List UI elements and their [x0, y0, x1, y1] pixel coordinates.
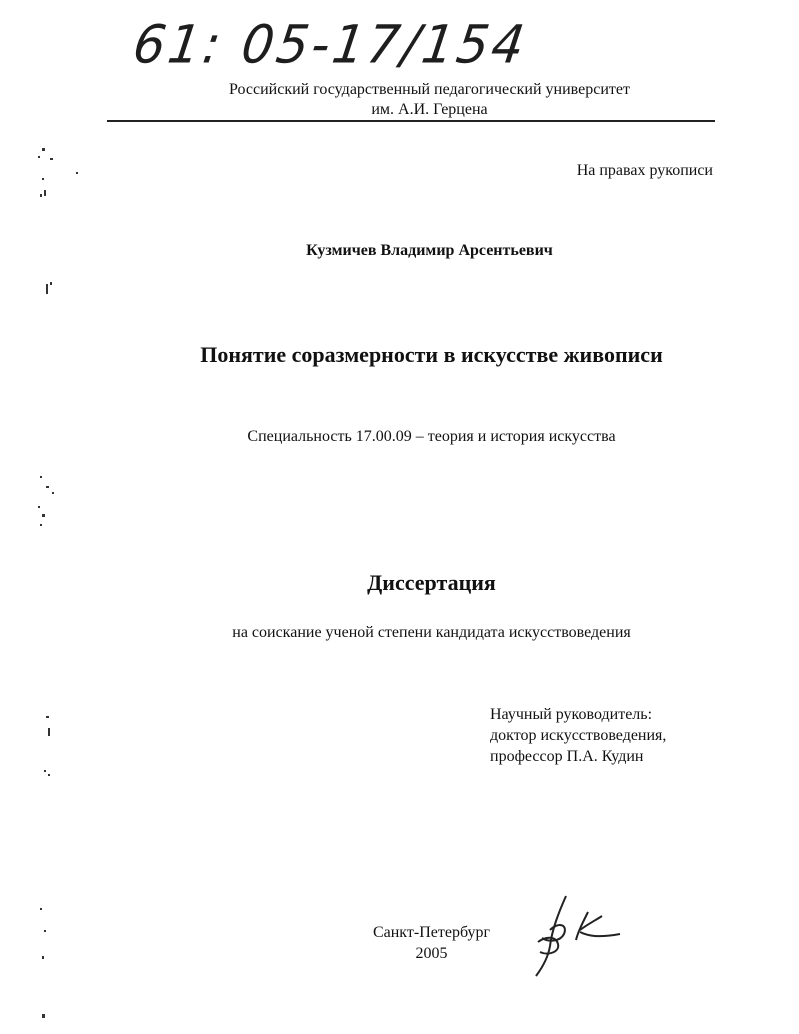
- university-line: Российский государственный педагогический университет: [229, 81, 630, 98]
- advisor-block: [490, 704, 666, 767]
- scan-artifacts: [0, 0, 120, 1034]
- rights-note: На правах рукописи: [576, 162, 713, 179]
- university-header: [30, 80, 799, 120]
- archive-code: 61: 05-17/154: [129, 14, 531, 75]
- dissertation-title: Понятие соразмерности в искусстве живописи: [200, 342, 663, 367]
- signature-mark: [528, 890, 638, 980]
- advisor-degree: доктор искусствоведения,: [490, 727, 667, 744]
- header-divider: [107, 120, 715, 122]
- year: 2005: [415, 945, 448, 962]
- university-name-line: им. А.И. Герцена: [371, 101, 488, 118]
- degree-line: на соискание ученой степени кандидата искусствоведения: [232, 624, 631, 641]
- advisor-name: профессор П.А. Кудин: [490, 748, 644, 765]
- author-name: Кузмичев Владимир Арсентьевич: [306, 242, 553, 259]
- specialty-line: Специальность 17.00.09 – теория и история искусства: [247, 428, 616, 445]
- place-and-year: [32, 922, 799, 964]
- city: Санкт-Петербург: [372, 924, 491, 941]
- document-type: Диссертация: [367, 570, 496, 595]
- advisor-role: Научный руководитель:: [490, 706, 653, 723]
